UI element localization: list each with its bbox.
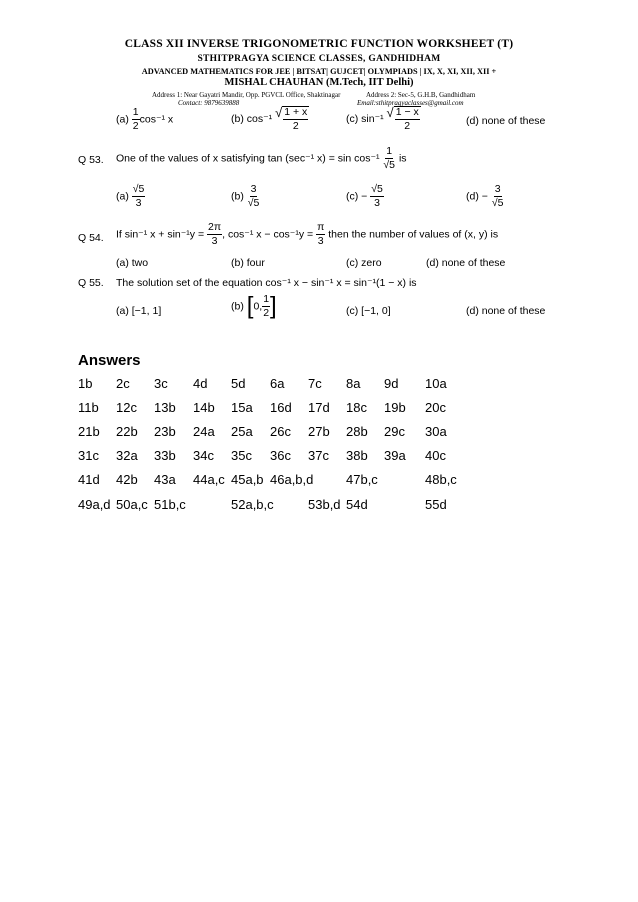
answer-cell: 31c (78, 448, 99, 463)
answer-cell: 34c (193, 448, 214, 463)
answer-cell: 28b (346, 424, 368, 439)
answer-cell: 20c (425, 400, 446, 415)
worksheet-title: CLASS XII INVERSE TRIGONOMETRIC FUNCTION WORKSHEET (T) (124, 38, 514, 50)
q53-text: One of the values of x satisfying tan (sec⁻¹ x) = sin cos⁻¹ $\frac{1}{√5}$ is (116, 145, 407, 172)
q54-option-d: (d) none of these (426, 257, 506, 269)
answer-cell: 27b (308, 424, 330, 439)
answer-cell: 41d (78, 472, 100, 487)
header-subtitle: ADVANCED MATHEMATICS FOR JEE | BITSAT| GUJCET| OLYMPIADS | IX, X, XI, XII, XII + (141, 67, 497, 76)
answer-cell: 49a,d (78, 497, 111, 512)
answer-cell: 14b (193, 400, 215, 415)
q53-option-c: (c) − $\frac{√5}{3}$ (346, 183, 383, 210)
answer-cell: 46a,b,d (270, 472, 314, 487)
q52-option-c: (c) sin⁻¹ √ $\frac{1 - x}{2}$ (346, 105, 419, 133)
answer-cell: 54d (346, 497, 368, 512)
answer-cell: 12c (116, 400, 137, 415)
answer-cell: 19b (384, 400, 406, 415)
answer-cell: 24a (193, 424, 215, 439)
answer-cell: 26c (270, 424, 291, 439)
q52-option-b: (b) cos⁻¹ √ $\frac{1 + x}{2}$ (231, 105, 308, 133)
answer-cell: 23b (154, 424, 176, 439)
answer-cell: 17d (308, 400, 330, 415)
answer-cell: 48b,c (425, 472, 457, 487)
answer-cell: 6a (270, 376, 285, 391)
address-1: Address 1: Near Gayatri Mandir, Opp. PGVCL Office, Shaktinagar (152, 91, 341, 99)
answer-cell: 25a (231, 424, 253, 439)
q55-number: Q 55. (78, 277, 104, 289)
contact-email: Email:sthitpragyaclasses@gmail.com (357, 99, 464, 107)
teacher-name: MISHAL CHAUHAN (M.Tech, IIT Delhi) (224, 77, 414, 88)
answer-cell: 10a (425, 376, 447, 391)
q55-option-a: (a) [−1, 1] (116, 305, 162, 317)
answer-cell: 47b,c (346, 472, 378, 487)
answer-cell: 15a (231, 400, 253, 415)
answer-cell: 16d (270, 400, 292, 415)
answer-cell: 29c (384, 424, 405, 439)
answer-cell: 35c (231, 448, 252, 463)
institute-name: STHITPRAGYA SCIENCE CLASSES, GANDHIDHAM (197, 54, 441, 64)
answer-cell: 9d (384, 376, 399, 391)
q54-option-a: (a) two (116, 257, 149, 269)
answer-cell: 33b (154, 448, 176, 463)
answer-cell: 53b,d (308, 497, 341, 512)
q53-option-d: (d) − $\frac{3}{√5}$ (466, 183, 504, 210)
q54-text: If sin⁻¹ x + sin⁻¹y = $\frac{2\pi}{3}$ , cos⁻¹ x − cos⁻¹y = $\frac{\pi}{3}$ then the number of values of (x, y) is (116, 221, 499, 248)
q55-text: The solution set of the equation cos⁻¹ x − sin⁻¹ x = sin⁻¹(1 − x) is (116, 277, 417, 289)
answer-cell: 7c (308, 376, 322, 391)
answer-cell: 43a (154, 472, 176, 487)
answer-cell: 39a (384, 448, 406, 463)
answer-cell: 8a (346, 376, 361, 391)
q55-option-d: (d) none of these (466, 305, 546, 317)
answer-cell: 5d (231, 376, 246, 391)
answer-cell: 21b (78, 424, 100, 439)
q55-option-b: (b) [0, $\frac{1}{2}$ ] (231, 292, 277, 320)
answer-cell: 2c (116, 376, 130, 391)
answer-cell: 11b (78, 400, 99, 415)
answer-cell: 40c (425, 448, 446, 463)
answer-cell: 32a (116, 448, 138, 463)
answer-cell: 44a,c (193, 472, 225, 487)
q55-option-c: (c) [−1, 0] (346, 305, 391, 317)
answer-cell: 37c (308, 448, 329, 463)
answer-cell: 45a,b (231, 472, 264, 487)
answer-cell: 38b (346, 448, 368, 463)
answer-cell: 55d (425, 497, 447, 512)
q54-option-b: (b) four (231, 257, 265, 269)
contact-phone: Contact: 9879639888 (178, 99, 240, 107)
answer-cell: 3c (154, 376, 168, 391)
answers-heading: Answers (78, 352, 141, 369)
answer-cell: 52a,b,c (231, 497, 274, 512)
address-2: Address 2: Sec-5, G.H.B, Gandhidham (366, 91, 476, 99)
q52-option-a: (a) $\frac{1}{2}$ cos⁻¹ x (116, 106, 174, 133)
q54-number: Q 54. (78, 232, 104, 244)
q53-option-b: (b) $\frac{3}{√5}$ (231, 183, 260, 210)
answer-cell: 22b (116, 424, 138, 439)
answer-cell: 36c (270, 448, 291, 463)
answer-cell: 42b (116, 472, 138, 487)
answer-cell: 30a (425, 424, 447, 439)
q53-number: Q 53. (78, 154, 104, 166)
q52-option-d: (d) none of these (466, 115, 546, 127)
answer-cell: 4d (193, 376, 208, 391)
answer-cell: 18c (346, 400, 367, 415)
q53-option-a: (a) $\frac{√5}{3}$ (116, 183, 145, 210)
answer-cell: 50a,c (116, 497, 148, 512)
answer-cell: 13b (154, 400, 176, 415)
answer-cell: 51b,c (154, 497, 186, 512)
answer-cell: 1b (78, 376, 93, 391)
q54-option-c: (c) zero (346, 257, 382, 269)
